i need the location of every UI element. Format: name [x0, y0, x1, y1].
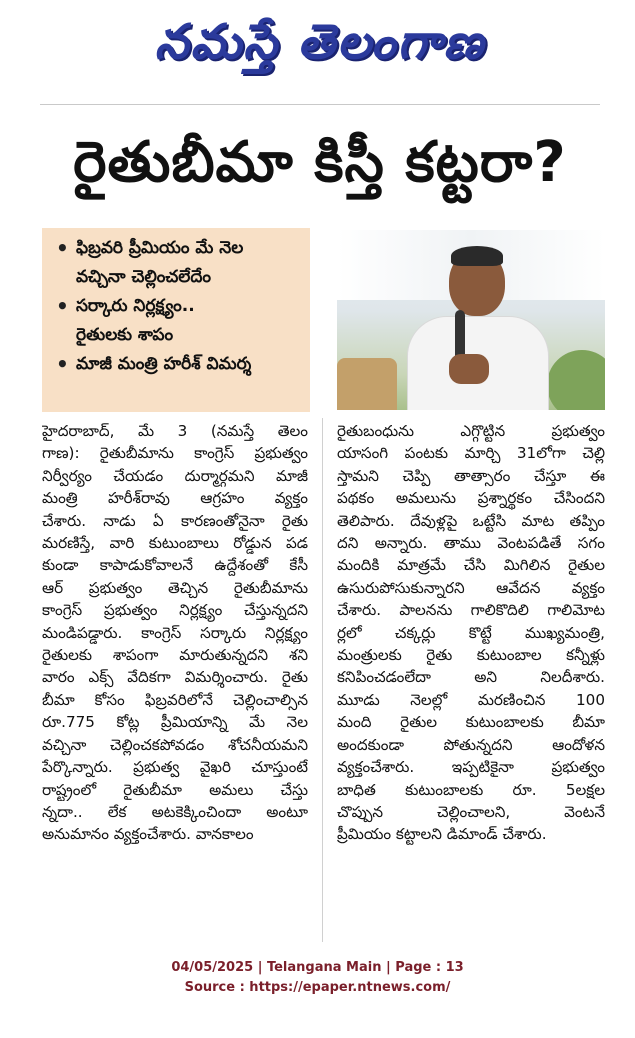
article-column-1	[42, 420, 308, 846]
article-text-line: మంత్రులకు రైతు కుటుంబాల కన్నీళ్లు	[337, 646, 605, 665]
article-text-line: దని అన్నారు. తాము వెంటపడితే సగం	[337, 534, 605, 553]
photo-plant	[547, 350, 605, 410]
article-text-line: కాంగ్రెస్ ప్రభుత్వం నిర్లక్ష్యం చేస్తున్నదని	[42, 601, 308, 620]
footer-edition-info: 04/05/2025 | Telangana Main | Page : 13	[171, 960, 464, 975]
article-text-line: రూ.775 కోట్ల ప్రీమియాన్ని మే నెల	[42, 713, 308, 732]
highlight-item	[56, 350, 300, 379]
highlight-item	[56, 321, 300, 350]
masthead	[0, 0, 635, 100]
article-text-line: మూడు నెలల్లో మరణించిన 100	[337, 690, 605, 709]
photo-speaker-hands	[449, 354, 489, 384]
article-text-line: మంత్రి హరీశ్‌రావు ఆగ్రహం వ్యక్తం	[42, 489, 308, 508]
article-headline: రైతుబీమా కిస్తీ కట్టరా?	[73, 130, 567, 195]
article-text-line: వచ్చినా చెల్లించకపోవడం శోచనీయమని	[42, 735, 308, 754]
highlight-text: సర్కారు నిర్లక్ష్యం..	[76, 296, 195, 316]
article-text-line: బీమా కోసం ఫిబ్రవరిలోనే చెల్లించాల్సిన	[42, 690, 308, 709]
article-text-line: ర్లలో చక్కర్లు కొట్టే ముఖ్యమంత్రి,	[337, 623, 605, 642]
article-text-line: చేశారు. నాడు ఏ కారణంతోనైనా రైతు	[42, 511, 308, 530]
highlight-text: ఫిబ్రవరి ప్రీమియం మే నెల	[76, 238, 244, 258]
article-text-line: గాణ): రైతుబీమాను కాంగ్రెస్ ప్రభుత్వం	[42, 444, 308, 463]
article-text-line: మంది రైతుల కుటుంబాలకు బీమా	[337, 713, 605, 732]
highlight-item	[56, 292, 300, 321]
article-text-line: స్తామని చెప్పి తాత్సారం చేస్తూ ఈ	[337, 466, 605, 485]
article-text-line: కనిపించడంలేదా అని నిలదీశారు.	[337, 668, 605, 687]
article-text-line: బాధిత కుటుంబాలకు రూ. 5లక్షల	[337, 780, 605, 799]
article-text-line: అందకుండా పోతున్నదని ఆందోళన	[337, 735, 605, 754]
article-text-line: నిర్వీర్యం చేయడం దుర్మార్గమని మాజీ	[42, 466, 308, 485]
photo-chair	[337, 358, 397, 410]
article-text-line: వ్యక్తంచేశారు. ఇప్పటికైనా ప్రభుత్వం	[337, 758, 605, 777]
highlight-text: వచ్చినా చెల్లించలేదేం	[76, 267, 211, 287]
newspaper-logo: నమస్తే తెలంగాణ	[154, 14, 486, 70]
article-photo	[337, 230, 605, 410]
article-text-line: ప్రీమియం కట్టాలని డిమాండ్ చేశారు.	[337, 825, 547, 844]
highlights-box	[42, 228, 310, 412]
article-text-line: రాష్ట్రంలో రైతుబీమా అమలు చేస్తు	[42, 780, 308, 799]
article-text-line: ఆర్ ప్రభుత్వం తెచ్చిన రైతుబీమాను	[42, 578, 308, 597]
page-footer	[0, 958, 635, 998]
highlight-text: రైతులకు శాపం	[76, 325, 174, 345]
article-text-line: న్నదా.. లేక అటకెక్కించిందా అంటూ	[42, 802, 308, 821]
article-text-line: రైతులకు శాపంగా మారుతున్నదని శని	[42, 646, 308, 665]
article-text-line: రైతుబంధును ఎగ్గొట్టిన ప్రభుత్వం	[337, 422, 605, 440]
bullet-icon: •	[56, 236, 69, 260]
highlight-item	[56, 263, 300, 292]
article-text-line: హైదరాబాద్, మే 3 (నమస్తే తెలం	[42, 422, 308, 440]
masthead-divider	[40, 104, 600, 105]
photo-speaker-hair	[451, 246, 503, 266]
article-text-line: యాసంగి పంటకు మార్చి 31లోగా చెల్లి	[337, 444, 605, 463]
article-text-line: మండిపడ్డారు. కాంగ్రెస్ సర్కారు నిర్లక్ష్యం	[42, 623, 308, 642]
column-divider	[322, 418, 323, 942]
article-text-line: ఉసురుపోసుకున్నారని ఆవేదన వ్యక్తం	[337, 578, 605, 597]
article-text-line: కుండా కాపాడుకోవాలనే ఉద్దేశంతో కేసీ	[42, 556, 308, 575]
article-text-line: చేశారు. పాలనను గాలికొదిలి గాలిమోట	[337, 601, 605, 620]
bullet-icon: •	[56, 352, 69, 376]
highlights-list	[56, 234, 300, 379]
article-text-line: తెలిపారు. దేవుళ్లపై ఒట్టేసి మాట తప్పిం	[337, 511, 605, 530]
footer-source: Source : https://epaper.ntnews.com/	[184, 980, 451, 995]
article-text-line: అనుమానం వ్యక్తంచేశారు. వానకాలం	[42, 825, 254, 844]
article-text-line: వారం ఎక్స్ వేదికగా విమర్శించారు. రైతు	[42, 668, 308, 687]
bullet-icon: •	[56, 294, 69, 318]
article-text-line: పథకం అమలును ప్రశ్నార్థకం చేసిందని	[337, 489, 605, 508]
article-column-2	[337, 420, 605, 846]
article-text-line: చొప్పున చెల్లించాలని, వెంటనే	[337, 802, 605, 821]
article-text-line: మందికి మాత్రమే చేసి మిగిలిన రైతుల	[337, 556, 605, 575]
highlight-text: మాజీ మంత్రి హరీశ్ విమర్శ	[76, 354, 252, 374]
article-text-line: పేర్కొన్నారు. ప్రభుత్వ వైఖరి చూస్తుంటే	[42, 758, 308, 777]
highlight-item	[56, 234, 300, 263]
article-text-line: మరణిస్తే, వారి కుటుంబాలు రోడ్డున పడ	[42, 534, 308, 553]
